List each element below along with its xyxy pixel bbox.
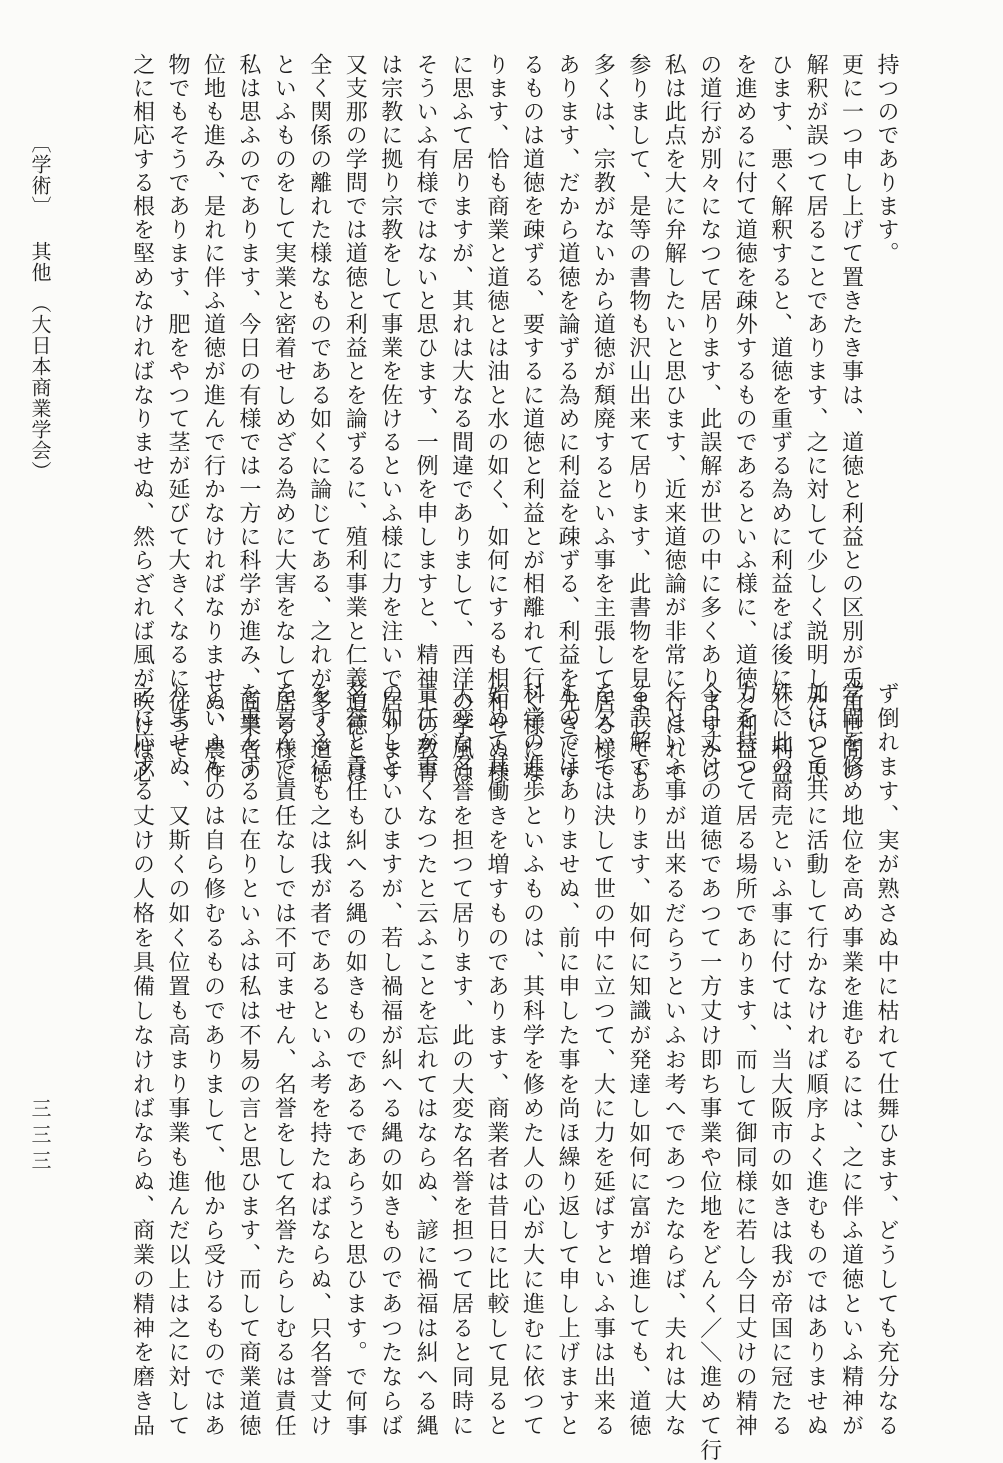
- text-column: ります、恰も商業と道徳とは油と水の如く、如何にするも相和せぬ様: [484, 53, 510, 785]
- text-column: に思ふて居りますが、其れは大なる間違でありまして、西洋の学風は: [448, 53, 474, 785]
- text-column: そういふ有様ではないと思ひます、一例を申しますと、精神上の教育: [413, 53, 439, 785]
- text-column: 私は此点を大に弁解したいと思ひます、近来道徳論が非常に行はれて: [661, 53, 687, 785]
- text-column: ず倒れます、実が熟さぬ中に枯れて仕舞ひます、どうしても充分なる: [874, 682, 899, 1439]
- text-column: 加はつて共に活動して行かなければ順序よく進むものではありませぬ: [803, 682, 829, 1439]
- text-column: の如しといひますが、若し禍福が糾へる縄の如きものであつたならば: [377, 682, 403, 1439]
- text-column: るものは道徳を疎ずる、要するに道徳と利益とが相離れて行く様にな: [519, 53, 545, 785]
- text-column: あります、だから道徳を論ずる為めに利益を疎ずる、利益を先きにす: [554, 53, 580, 785]
- text-column: 物でもそうであります、肥をやつて茎が延びて大きくなるに従つて、: [165, 53, 190, 785]
- running-head-subsection: 其他: [28, 241, 52, 283]
- text-column: 大変な名誉を担つて居ります、此の大変な名誉を担つて居ると同時に: [448, 682, 474, 1439]
- text-column: は宗教に拠り宗教をして事業を佐けるといふ様に力を注いで居ります: [377, 53, 403, 785]
- text-column: 殊に此の商売といふ事に付ては、当大阪市の如きは我が帝国に冠たる: [767, 682, 793, 1439]
- text-column: 又支那の学問では道徳と利益とを論ずるに、殖利事業と仁義道徳とは: [342, 53, 368, 785]
- running-head: [30, 133, 50, 482]
- text-column: 之に相応する根を堅めなければなりませぬ、然らざれば風が吹けば必: [129, 53, 155, 785]
- text-column: 位地も進み、是れに伴ふ道徳が進んで行かなければなりませぬ、農作: [200, 53, 226, 785]
- text-column: を進めるに付て道徳を疎外するものであるといふ様に、道徳と利益と: [732, 53, 758, 785]
- text-column: 私は思ふのであります、今日の有様では一方に科学が進み、商業者の: [235, 53, 261, 785]
- text-column: の道行が別々になつて居ります、此誤解が世の中に多くありますから: [696, 53, 722, 785]
- text-column: 持つのであります。: [874, 53, 899, 266]
- text-column: くといふ事が出来るだらうといふお考へであつたならば、夫れは大な: [661, 682, 687, 1439]
- text-column: 力を持つて居る場所であります、而して御同様に若し今日丈けの精神: [732, 682, 758, 1439]
- text-column: 今日丈けの道徳であつて一方丈け即ち事業や位地をどんく／＼進めて行: [696, 682, 722, 1463]
- page-number: 三三三: [28, 1098, 52, 1176]
- text-column: 学問を修め地位を高め事業を進むるには、之に伴ふ道徳といふ精神が: [838, 682, 864, 1439]
- text-column: りませぬ、又斯くの如く位置も高まり事業も進んだ以上は之に対して: [165, 682, 190, 1439]
- text-column: ひます、悪く解釈すると、道徳を重ずる為めに利益をば後にし、利益: [767, 53, 793, 785]
- text-column: をするにも之は我が者であるといふ考を持たねばならぬ、只名誉丈け: [306, 682, 332, 1439]
- text-column: 科学の進歩といふものは、其科学を修めた人の心が大に進むに依つて: [519, 682, 545, 1439]
- running-head-section: 〔学術〕: [28, 133, 52, 217]
- text-column: といふものをして実業と密着せしめざる為めに大害をなして居る様に: [271, 53, 297, 785]
- text-column: る誤解であります、如何に知識が発達し如何に富が増進しても、道徳: [625, 682, 651, 1439]
- running-head-publisher: （大日本商業学会）: [28, 293, 52, 482]
- text-column: 参りまして、是等の書物も沢山出来て居ります、此書物を見ましても: [625, 53, 651, 785]
- text-column: ものではありませぬ、前に申した事を尚ほ繰り返して申し上げますと: [554, 682, 580, 1439]
- text-column: 更に一つ申し上げて置きたき事は、道徳と利益との区別が兎角世間の: [838, 53, 864, 785]
- text-column: を欠いては決して世の中に立つて、大に力を延ばすといふ事は出来る: [590, 682, 616, 1439]
- text-column: 名誉と責任も糾へる縄の如きものであるであらうと思ひます。で何事: [342, 682, 368, 1439]
- text-column: 之に応ずる丈けの人格を具備しなければならぬ、商業の精神を磨き品: [129, 682, 155, 1439]
- text-column: 責任が重くなつたと云ふことを忘れてはならぬ、諺に禍福は糾へる縄: [413, 682, 439, 1439]
- text-column: 解釈が誤つて居ることであります、之に対して少しく説明したいと思: [803, 53, 829, 785]
- text-column: といふものは自ら修むるものでありまして、他から受けるものではあ: [200, 682, 226, 1439]
- text-column: 全く関係の離れた様なものである如くに論じてある、之れが多く道徳: [306, 53, 332, 785]
- text-column: を喜んで責任なしでは不可ません、名誉をして名誉たらしむるは責任: [271, 682, 297, 1439]
- text-column: 多くは、宗教がないから道徳が頽廃するといふ事を主張して居る様で: [590, 53, 616, 785]
- text-column: 始めて其働きを増すものであります、商業者は昔日に比較して見ると: [484, 682, 510, 1439]
- text-column: を重んずるに在りといふは私は不易の言と思ひます、而して商業道徳: [235, 682, 261, 1439]
